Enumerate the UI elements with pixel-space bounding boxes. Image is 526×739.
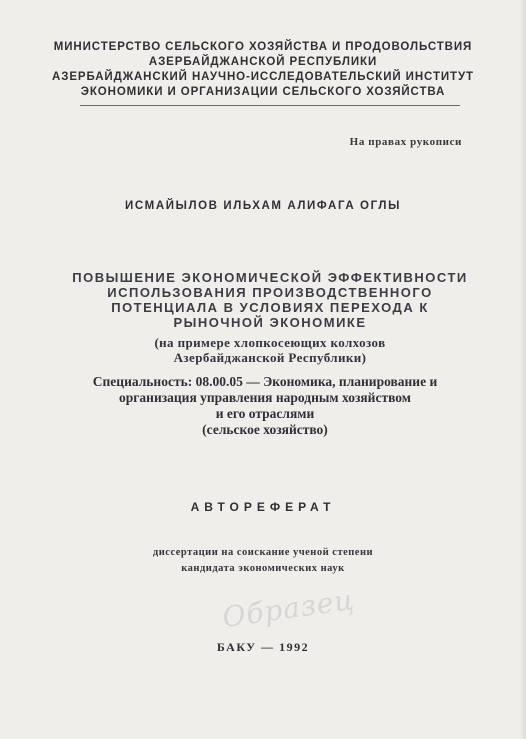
ministry-header [0, 40, 526, 100]
dissertation-title [60, 270, 480, 330]
manuscript-rights-note: На правах рукописи [349, 136, 462, 148]
specialty-line-4: (сельское хозяйство) [202, 422, 328, 437]
city-year: БАКУ — 1992 [216, 640, 310, 654]
header-divider-short [420, 105, 460, 106]
subtitle-line-1: (на примере хлопкосеющих колхозов [154, 335, 386, 350]
header-line-4: ЭКОНОМИКИ И ОРГАНИЗАЦИИ СЕЛЬСКОГО ХОЗЯЙСТВА [80, 86, 446, 98]
specialty-line-2: организация управления народным хозяйством [119, 390, 411, 405]
author-name: ИСМАЙЫЛОВ ИЛЬХАМ АЛИФАГА ОГЛЫ [125, 200, 401, 212]
header-line-3: АЗЕРБАЙДЖАНСКИЙ НАУЧНО-ИССЛЕДОВАТЕЛЬСКИЙ ИНСТИТУТ [52, 71, 474, 83]
header-divider [80, 105, 420, 106]
title-line-1: ПОВЫШЕНИЕ ЭКОНОМИЧЕСКОЙ ЭФФЕКТИВНОСТИ [72, 270, 468, 285]
abstract-heading: АВТОРЕФЕРАТ [190, 500, 336, 514]
degree-statement [0, 545, 526, 577]
header-line-2: АЗЕРБАЙДЖАНСКОЙ РЕСПУБЛИКИ [148, 56, 378, 68]
title-line-2: ИСПОЛЬЗОВАНИЯ ПРОИЗВОДСТВЕННОГО [107, 285, 433, 300]
specialty-block [30, 374, 500, 438]
title-line-3: ПОТЕНЦИАЛА В УСЛОВИЯХ ПЕРЕХОДА К [111, 300, 429, 315]
specialty-line-1: Специальность: 08.00.05 — Экономика, планирование и [92, 374, 438, 389]
faded-stamp: Образец [220, 582, 357, 635]
specialty-line-3: и его отраслями [215, 406, 315, 421]
subtitle-line-2: Азербайджанской Республики) [173, 350, 367, 365]
page-edge-shadow [520, 0, 526, 739]
header-line-1: МИНИСТЕРСТВО СЕЛЬСКОГО ХОЗЯЙСТВА И ПРОДОВОЛЬСТВИЯ [53, 41, 473, 53]
degree-line-2: кандидата экономических наук [181, 563, 345, 574]
dissertation-subtitle [60, 335, 480, 365]
degree-line-1: диссертации на соискание ученой степени [152, 547, 374, 558]
title-line-4: РЫНОЧНОЙ ЭКОНОМИКЕ [173, 315, 367, 330]
